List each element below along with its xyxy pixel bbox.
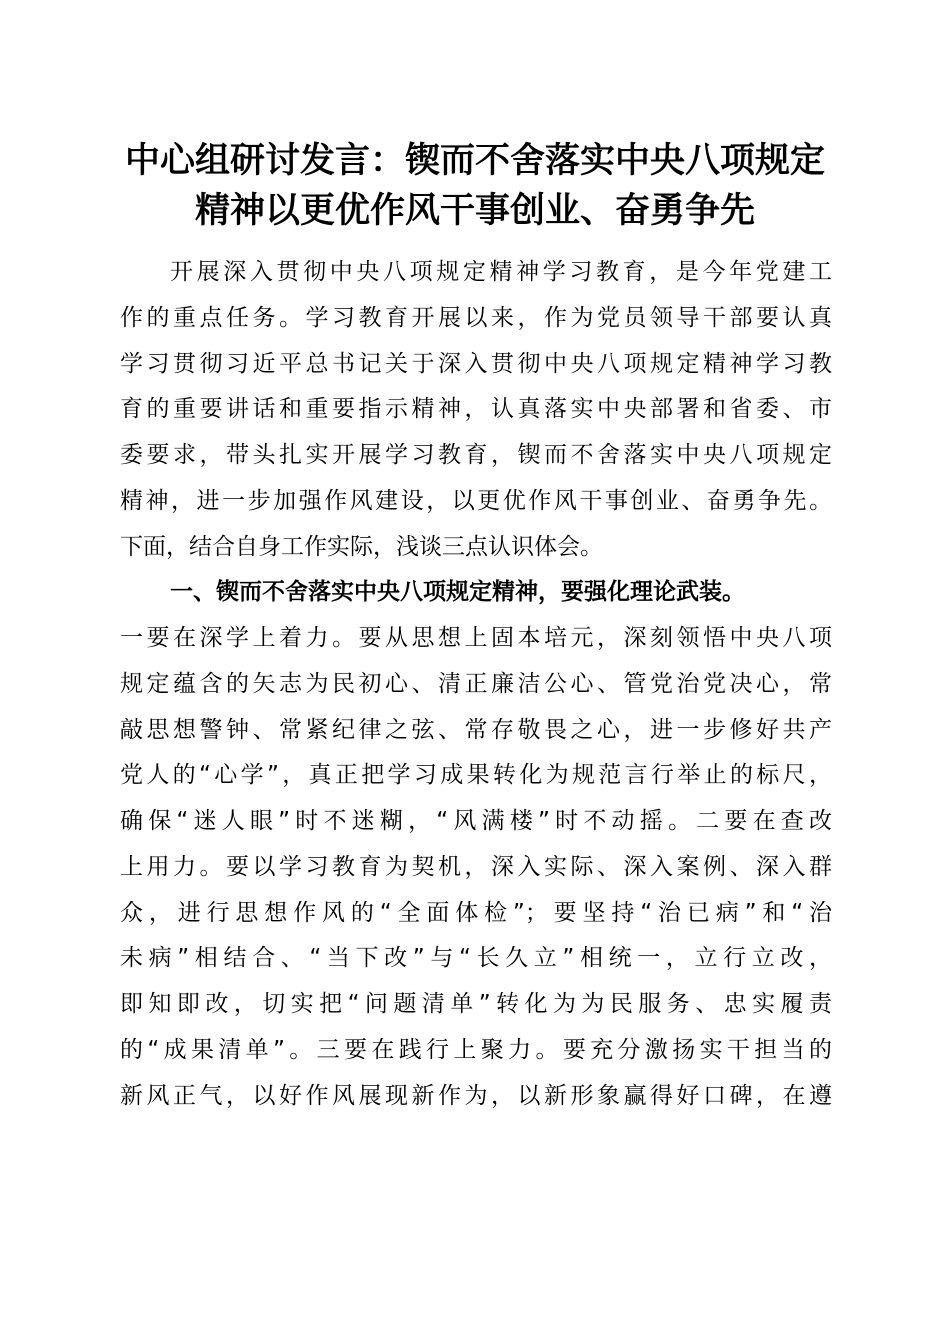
text-line: 作的重点任务。学习教育开展以来，作为党员领导干部要认真 [120,304,832,331]
document-title-line-2: 精神以更优作风干事创业、奋勇争先 [194,190,755,231]
text-line: 育的重要讲话和重要指示精神，认真落实中央部署和省委、市 [120,396,832,423]
text-line: 党人的“心学”，真正把学习成果转化为规范言行举止的标尺， [120,762,832,789]
text-line: 精神，进一步加强作风建设，以更优作风干事创业、奋勇争先。 [120,487,832,514]
text-line: 未病”相结合、“当下改”与“长久立”相统一，立行立改， [120,945,832,972]
text-line: 敲思想警钟、常紧纪律之弦、常存敬畏之心，进一步修好共产 [120,716,832,743]
text-line: 一要在深学上着力。要从思想上固本培元，深刻领悟中央八项 [120,625,832,651]
text-line: 学习贯彻习近平总书记关于深入贯彻中央八项规定精神学习教 [120,350,832,377]
section-heading: 一、锲而不舍落实中央八项规定精神，要强化理论武装。 [170,579,745,606]
document-body [120,250,832,1119]
text-line: 上用力。要以学习教育为契机，深入实际、深入案例、深入群 [120,853,832,880]
text-line: 下面，结合自身工作实际，浅谈三点认识体会。 [120,533,603,560]
text-line: 开展深入贯彻中央八项规定精神学习教育，是今年党建工 [170,259,832,285]
text-line: 规定蕴含的矢志为民初心、清正廉洁公心、管党治党决心，常 [120,670,832,697]
intro-paragraph [120,250,832,570]
section-1 [120,570,832,1119]
text-line: 众，进行思想作风的“全面体检”；要坚持“治已病”和“治 [120,899,832,926]
text-line: 确保“迷人眼”时不迷糊，“风满楼”时不动摇。二要在查改 [120,808,832,834]
text-line: 的“成果清单”。三要在践行上聚力。要充分激扬实干担当的 [120,1036,832,1063]
text-line: 即知即改，切实把“问题清单”转化为为民服务、忠实履责 [120,991,832,1017]
text-line: 新风正气，以好作风展现新作为，以新形象赢得好口碑，在遵 [120,1082,832,1109]
document-title-line-1: 中心组研讨发言：锲而不舍落实中央八项规定 [124,140,825,181]
text-line: 委要求，带头扎实开展学习教育，锲而不舍落实中央八项规定 [120,442,832,468]
